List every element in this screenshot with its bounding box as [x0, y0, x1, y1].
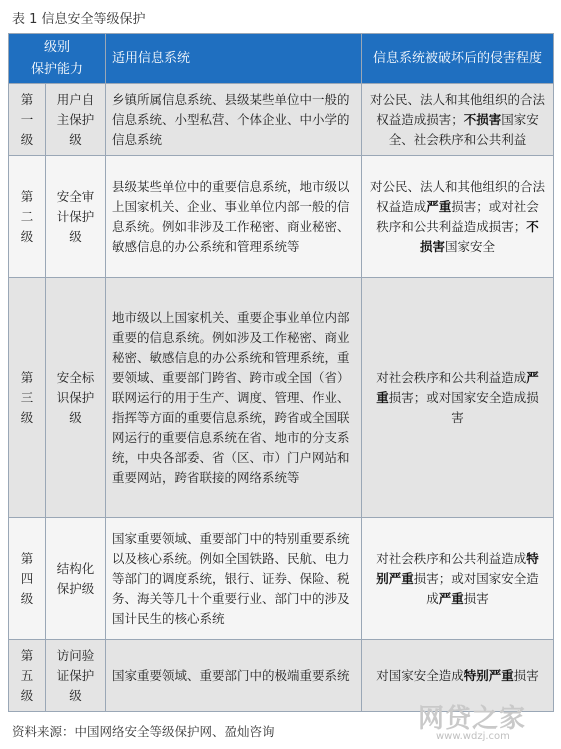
harm-text: 对社会秩序和公共利益造成	[376, 369, 527, 385]
level-char: 第	[20, 550, 34, 566]
harm-emphasis: 特别严重	[376, 550, 539, 586]
harm-cell	[362, 278, 554, 518]
harm-emphasis: 特别严重	[463, 667, 514, 683]
header-harm: 信息系统被破坏后的侵害程度	[362, 34, 554, 84]
watermark-logo: 网贷之家	[418, 704, 527, 734]
capability-cell: 安全审计保护级	[46, 156, 106, 278]
table-row-level-2	[9, 156, 554, 278]
harm-emphasis: 严重	[376, 369, 539, 405]
harm-emphasis: 不损害	[463, 111, 502, 127]
level-char: 一	[20, 111, 34, 127]
level-char: 第	[20, 647, 34, 663]
harm-text: 国家安全	[445, 238, 496, 254]
capability-cell: 访问验证保护级	[46, 640, 106, 712]
level-cell	[9, 640, 46, 712]
level-char: 五	[20, 667, 34, 683]
harm-text: 损害；或对国家安全造成损害	[388, 389, 539, 425]
level-cell	[9, 518, 46, 640]
harm-text: 对公民、法人和其他组织的合法权益造成损害；	[370, 91, 546, 127]
capability-cell: 用户自主保护级	[46, 84, 106, 156]
harm-text: 损害	[463, 590, 489, 606]
systems-cell: 地市级以上国家机关、重要企事业单位内部重要的信息系统。例如涉及工作秘密、商业秘密、敏感信息的办公系统和管理系统，重要领域、重要部门跨省、跨市或全国（省）联网运行的用于生产、调度、管理、作业、指挥等方面的重要信息系统，跨省或全国联网运行的重要信息系统在省、地市的分支系统，中央各部委、省（区、市）门户网站和重要网站，跨省联接的网络系统等	[106, 278, 362, 518]
level-char: 第	[20, 369, 34, 385]
watermark-url: www.wdzj.com	[436, 731, 510, 742]
harm-text: 损害；或对社会秩序和公共利益造成损害；	[376, 198, 539, 234]
level-cell	[9, 156, 46, 278]
harm-emphasis: 不损害	[420, 218, 539, 254]
harm-text: 损害；或对国家安全造成	[413, 570, 539, 606]
source-note: 资料来源：中国网络安全等级保护网、盈灿咨询	[12, 724, 275, 739]
capability-cell: 安全标识保护级	[46, 278, 106, 518]
table-caption: 表 1 信息安全等级保护	[12, 12, 146, 27]
level-char: 第	[20, 91, 34, 107]
systems-cell: 乡镇所属信息系统、县级某些单位中一般的信息系统、小型私营、个体企业、中小学的信息系统	[106, 84, 362, 156]
systems-cell: 县级某些单位中的重要信息系统，地市级以上国家机关、企业、事业单位内部一般的信息系统。例如非涉及工作秘密、商业秘密、敏感信息的办公系统和管理系统等	[106, 156, 362, 278]
level-cell	[9, 278, 46, 518]
header-capability-label: 保护能力	[31, 61, 84, 77]
harm-text: 对国家安全造成	[376, 667, 464, 683]
harm-cell	[362, 518, 554, 640]
level-cell	[9, 84, 46, 156]
level-char: 二	[20, 208, 34, 224]
level-char: 级	[20, 687, 34, 703]
harm-text: 对公民、法人和其他组织的合法权益造成	[370, 178, 546, 214]
header-level-label: 级别	[44, 39, 71, 55]
header-systems: 适用信息系统	[106, 34, 362, 84]
systems-cell: 国家重要领域、重要部门中的极端重要系统	[106, 640, 362, 712]
harm-cell	[362, 156, 554, 278]
header-level-capability	[9, 34, 106, 84]
capability-cell: 结构化保护级	[46, 518, 106, 640]
level-char: 三	[20, 389, 34, 405]
table-row-level-3	[9, 278, 554, 518]
harm-text: 损害	[513, 667, 539, 683]
harm-text: 对社会秩序和公共利益造成	[376, 550, 527, 566]
harm-cell	[362, 84, 554, 156]
level-char: 级	[20, 131, 34, 147]
protection-level-table	[8, 33, 554, 712]
level-char: 级	[20, 409, 34, 425]
level-char: 级	[20, 228, 34, 244]
harm-text: 国家安全、社会秩序和公共利益	[388, 111, 539, 147]
level-char: 级	[20, 590, 34, 606]
harm-emphasis: 严重	[438, 590, 464, 606]
table-row-level-1	[9, 84, 554, 156]
table-header-row	[9, 34, 554, 84]
level-char: 四	[20, 570, 34, 586]
table-row-level-4	[9, 518, 554, 640]
level-char: 第	[20, 188, 34, 204]
systems-cell: 国家重要领域、重要部门中的特别重要系统以及核心系统。例如全国铁路、民航、电力等部门的调度系统，银行、证券、保险、税务、海关等几十个重要行业、部门中的涉及国计民生的核心系统	[106, 518, 362, 640]
harm-emphasis: 严重	[426, 198, 452, 214]
